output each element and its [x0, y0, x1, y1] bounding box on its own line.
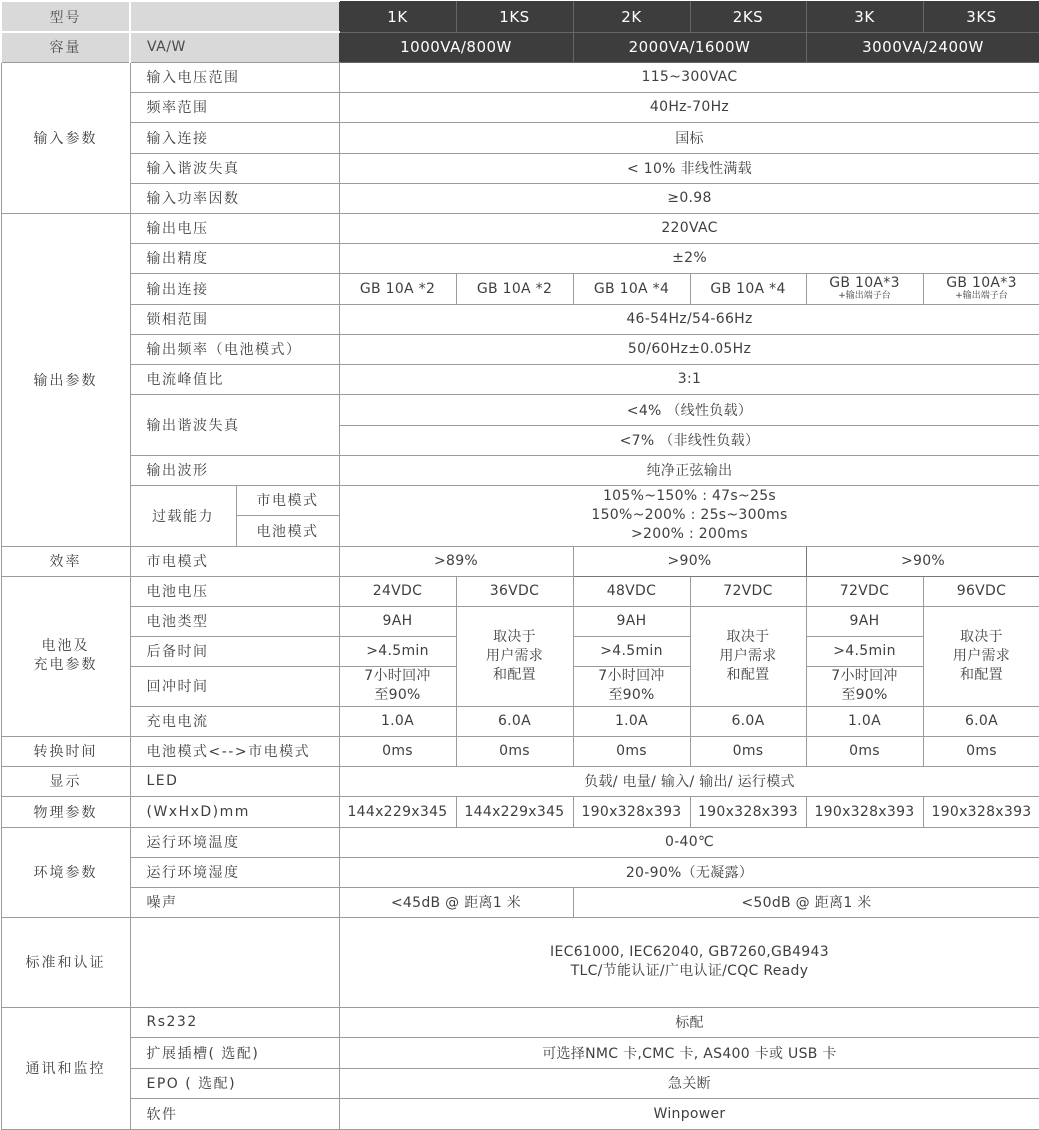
thd-linear-value: <4% （线性负载）: [339, 394, 1039, 425]
section-title-battery: [1, 576, 130, 736]
charge-current-1ks: 6.0A: [456, 706, 573, 736]
overload-value: [339, 485, 1039, 546]
depends-line: 用户需求: [457, 647, 573, 666]
transfer-2ks: 0ms: [690, 736, 806, 766]
transfer-label: 电池模式<-->市电模式: [130, 736, 339, 766]
physical-label: (WxHxD)mm: [130, 796, 339, 827]
section-title-standards: 标准和认证: [1, 917, 130, 1007]
battery-type-3k: 9AH: [806, 606, 923, 636]
noise-value-1k: <45dB @ 距离1 米: [339, 887, 573, 917]
param-label: 电流峰值比: [130, 364, 339, 394]
param-label: 输入连接: [130, 122, 339, 153]
capacity-row-label: 容量: [1, 32, 130, 62]
depends-line: 取决于: [457, 628, 573, 647]
recharge-line: 7小时回冲: [574, 667, 690, 686]
overload-line-2: 150%~200% : 25s~300ms: [340, 506, 1039, 525]
param-value: 纯净正弦输出: [339, 455, 1039, 485]
param-value: 急关断: [339, 1068, 1039, 1098]
section-title-output: 输出参数: [1, 213, 130, 546]
param-value: 220VAC: [339, 213, 1039, 243]
battery-depends-2ks: [690, 606, 806, 706]
param-label: 运行环境湿度: [130, 857, 339, 887]
noise-value-2k3k: <50dB @ 距离1 米: [573, 887, 1039, 917]
param-value: 20-90%（无凝露）: [339, 857, 1039, 887]
noise-label: 噪声: [130, 887, 339, 917]
recharge-time-1k: [339, 666, 456, 706]
transfer-2k: 0ms: [573, 736, 690, 766]
efficiency-2k: >90%: [573, 546, 806, 576]
param-label: 电池类型: [130, 606, 339, 636]
depends-line: 和配置: [924, 666, 1039, 685]
param-value: Winpower: [339, 1098, 1039, 1129]
overload-mode-battery: 电池模式: [236, 515, 339, 546]
capacity-1k: 1000VA/800W: [339, 32, 573, 62]
param-value: 国标: [339, 122, 1039, 153]
backup-time-1k: >4.5min: [339, 636, 456, 666]
charge-current-3ks: 6.0A: [923, 706, 1039, 736]
charge-current-2ks: 6.0A: [690, 706, 806, 736]
model-header-3k: 3K: [806, 1, 923, 32]
display-label: LED: [130, 766, 339, 796]
transfer-3ks: 0ms: [923, 736, 1039, 766]
standards-spacer: [130, 917, 339, 1007]
depends-line: 取决于: [924, 628, 1039, 647]
battery-type-2k: 9AH: [573, 606, 690, 636]
battery-voltage-3ks: 96VDC: [923, 576, 1039, 606]
battery-title-line1: 电池及: [2, 637, 130, 656]
section-title-transfer: 转换时间: [1, 736, 130, 766]
param-value: 115~300VAC: [339, 62, 1039, 92]
capacity-unit-label: VA/W: [130, 32, 339, 62]
param-label: 输出波形: [130, 455, 339, 485]
overload-line-3: >200% : 200ms: [340, 525, 1039, 544]
param-value: 40Hz-70Hz: [339, 92, 1039, 122]
param-label: 扩展插槽( 选配): [130, 1037, 339, 1068]
recharge-line: 至90%: [574, 686, 690, 705]
capacity-2k: 2000VA/1600W: [573, 32, 806, 62]
efficiency-mode-label: 市电模式: [130, 546, 339, 576]
output-connection-3ks: [923, 273, 1039, 304]
efficiency-1k: >89%: [339, 546, 573, 576]
thd-nonlinear-value: <7% （非线性负载）: [339, 425, 1039, 455]
dimensions-1k: 144x229x345: [339, 796, 456, 827]
output-connection-2ks: GB 10A *4: [690, 273, 806, 304]
param-value: ≥0.98: [339, 183, 1039, 213]
output-connection-note: +输出端子台: [924, 291, 1039, 301]
transfer-3k: 0ms: [806, 736, 923, 766]
section-title-environment: 环境参数: [1, 827, 130, 917]
param-label: 充电电流: [130, 706, 339, 736]
param-label: 输入谐波失真: [130, 153, 339, 183]
dimensions-1ks: 144x229x345: [456, 796, 573, 827]
model-header-2ks: 2KS: [690, 1, 806, 32]
output-connection-2k: GB 10A *4: [573, 273, 690, 304]
battery-voltage-1k: 24VDC: [339, 576, 456, 606]
model-header-3ks: 3KS: [923, 1, 1039, 32]
battery-voltage-2ks: 72VDC: [690, 576, 806, 606]
charge-current-3k: 1.0A: [806, 706, 923, 736]
param-label: 电池电压: [130, 576, 339, 606]
backup-time-3k: >4.5min: [806, 636, 923, 666]
overload-mode-mains: 市电模式: [236, 485, 339, 515]
section-title-display: 显示: [1, 766, 130, 796]
param-label: 输入功率因数: [130, 183, 339, 213]
battery-voltage-2k: 48VDC: [573, 576, 690, 606]
model-header-1ks: 1KS: [456, 1, 573, 32]
recharge-line: 至90%: [807, 686, 923, 705]
section-title-efficiency: 效率: [1, 546, 130, 576]
output-connection-1ks: GB 10A *2: [456, 273, 573, 304]
output-connection-note: +输出端子台: [807, 291, 923, 301]
param-label: 输出频率（电池模式）: [130, 334, 339, 364]
depends-line: 用户需求: [691, 647, 806, 666]
recharge-line: 7小时回冲: [340, 667, 456, 686]
recharge-time-2k: [573, 666, 690, 706]
battery-depends-3ks: [923, 606, 1039, 706]
dimensions-2k: 190x328x393: [573, 796, 690, 827]
param-value: 0-40℃: [339, 827, 1039, 857]
recharge-time-3k: [806, 666, 923, 706]
param-label: 输出精度: [130, 243, 339, 273]
section-title-physical: 物理参数: [1, 796, 130, 827]
output-connection-main: GB 10A*3: [924, 276, 1039, 291]
param-label: 输出电压: [130, 213, 339, 243]
param-label: Rs232: [130, 1007, 339, 1037]
section-title-communication: 通讯和监控: [1, 1007, 130, 1129]
overload-line-1: 105%~150% : 47s~25s: [340, 487, 1039, 506]
param-label: 软件: [130, 1098, 339, 1129]
section-title-input: 输入参数: [1, 62, 130, 213]
model-header-1k: 1K: [339, 1, 456, 32]
dimensions-3ks: 190x328x393: [923, 796, 1039, 827]
charge-current-1k: 1.0A: [339, 706, 456, 736]
efficiency-3k: >90%: [806, 546, 1039, 576]
transfer-1ks: 0ms: [456, 736, 573, 766]
battery-voltage-3k: 72VDC: [806, 576, 923, 606]
param-label: 频率范围: [130, 92, 339, 122]
recharge-line: 7小时回冲: [807, 667, 923, 686]
battery-type-1k: 9AH: [339, 606, 456, 636]
output-connection-1k: GB 10A *2: [339, 273, 456, 304]
battery-voltage-1ks: 36VDC: [456, 576, 573, 606]
param-label: 后备时间: [130, 636, 339, 666]
param-label-thd: 输出谐波失真: [130, 394, 339, 455]
overload-label: 过载能力: [130, 485, 236, 546]
output-connection-main: GB 10A*3: [807, 276, 923, 291]
depends-line: 取决于: [691, 628, 806, 647]
depends-line: 用户需求: [924, 647, 1039, 666]
param-label: 输出连接: [130, 273, 339, 304]
depends-line: 和配置: [691, 666, 806, 685]
model-header-2k: 2K: [573, 1, 690, 32]
param-label: 运行环境温度: [130, 827, 339, 857]
param-value: 标配: [339, 1007, 1039, 1037]
model-row-label: 型号: [1, 1, 130, 32]
depends-line: 和配置: [457, 666, 573, 685]
battery-title-line2: 充电参数: [2, 656, 130, 675]
battery-depends-1ks: [456, 606, 573, 706]
param-label: 锁相范围: [130, 304, 339, 334]
transfer-1k: 0ms: [339, 736, 456, 766]
dimensions-3k: 190x328x393: [806, 796, 923, 827]
param-value: < 10% 非线性满载: [339, 153, 1039, 183]
output-connection-3k: [806, 273, 923, 304]
param-label: 输入电压范围: [130, 62, 339, 92]
param-value: 50/60Hz±0.05Hz: [339, 334, 1039, 364]
param-value: ±2%: [339, 243, 1039, 273]
param-value: 可选择NMC 卡,CMC 卡, AS400 卡或 USB 卡: [339, 1037, 1039, 1068]
param-label: 回冲时间: [130, 666, 339, 706]
standards-line-1: IEC61000, IEC62040, GB7260,GB4943: [340, 943, 1039, 962]
param-label: EPO ( 选配): [130, 1068, 339, 1098]
standards-line-2: TLC/节能认证/广电认证/CQC Ready: [340, 962, 1039, 981]
dimensions-2ks: 190x328x393: [690, 796, 806, 827]
standards-value: [339, 917, 1039, 1007]
display-value: 负载/ 电量/ 输入/ 输出/ 运行模式: [339, 766, 1039, 796]
model-row-spacer: [130, 1, 339, 32]
param-value: 3:1: [339, 364, 1039, 394]
backup-time-2k: >4.5min: [573, 636, 690, 666]
recharge-line: 至90%: [340, 686, 456, 705]
charge-current-2k: 1.0A: [573, 706, 690, 736]
capacity-3k: 3000VA/2400W: [806, 32, 1039, 62]
param-value: 46-54Hz/54-66Hz: [339, 304, 1039, 334]
